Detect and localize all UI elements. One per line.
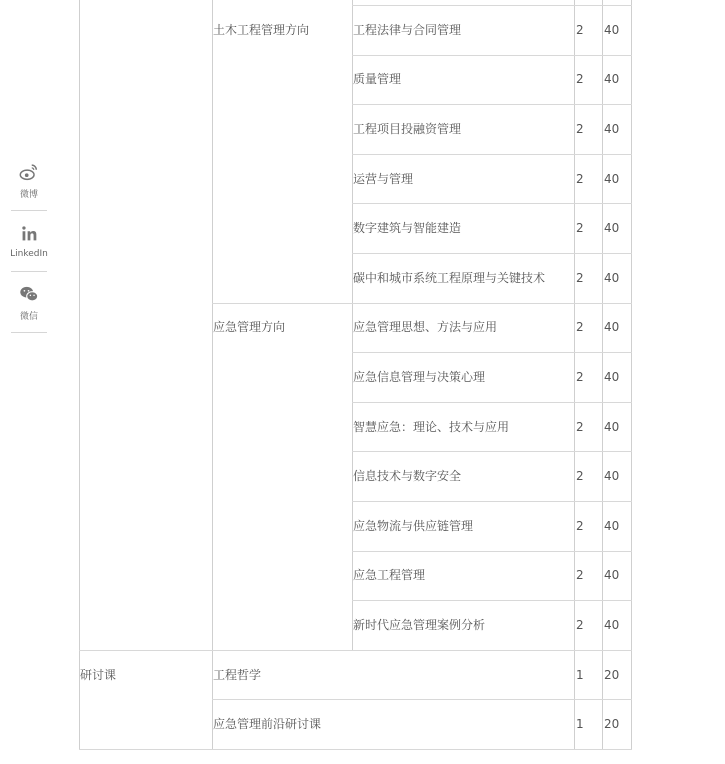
share-wechat[interactable] xyxy=(11,272,47,333)
course-name: 工程项目投融资管理 xyxy=(353,122,462,136)
row-divider xyxy=(352,451,632,452)
course-hours: 40 xyxy=(604,320,620,335)
course-name: 碳中和城市系统工程原理与关键技术 xyxy=(353,270,546,285)
row-divider xyxy=(79,650,632,651)
course-name: 工程哲学 xyxy=(213,667,262,682)
row-divider xyxy=(352,501,632,502)
column-divider xyxy=(602,0,603,749)
course-hours: 40 xyxy=(604,171,620,186)
row-divider xyxy=(352,352,632,353)
table-border-right xyxy=(631,0,632,749)
course-name: 数字建筑与智能建造 xyxy=(353,221,462,236)
course-credits: 2 xyxy=(576,568,584,583)
course-name: 质量管理 xyxy=(353,72,402,87)
course-name: 应急管理思想、方法与应用 xyxy=(353,320,498,335)
direction-label: 应急管理方向 xyxy=(213,320,286,335)
row-divider xyxy=(352,154,632,155)
course-hours: 40 xyxy=(604,518,620,533)
course-hours: 40 xyxy=(604,122,620,136)
linkedin-icon xyxy=(18,223,40,245)
course-hours: 40 xyxy=(604,618,620,632)
share-wechat-label: 微信 xyxy=(19,311,38,322)
column-divider xyxy=(574,0,575,749)
share-weibo[interactable] xyxy=(11,150,47,211)
course-name: 应急管理前沿研讨课 xyxy=(213,717,322,732)
row-divider xyxy=(352,203,632,204)
course-hours: 40 xyxy=(604,469,620,484)
course-credits: 2 xyxy=(576,419,584,434)
course-hours: 40 xyxy=(604,221,620,236)
row-divider xyxy=(352,5,632,6)
course-credits: 1 xyxy=(576,667,584,682)
course-credits: 2 xyxy=(576,469,584,484)
row-divider xyxy=(352,402,632,403)
course-credits: 1 xyxy=(576,717,584,732)
row-divider xyxy=(352,55,632,56)
share-linkedin[interactable] xyxy=(11,211,47,272)
share-weibo-label: 微博 xyxy=(19,189,38,200)
course-name: 工程法律与合同管理 xyxy=(353,22,462,37)
course-credits: 2 xyxy=(576,618,584,632)
course-credits: 2 xyxy=(576,171,584,186)
course-hours: 20 xyxy=(604,667,620,682)
table-border-left xyxy=(79,0,80,749)
course-credits: 2 xyxy=(576,221,584,236)
course-hours: 40 xyxy=(604,72,620,87)
course-credits: 2 xyxy=(576,122,584,136)
row-divider xyxy=(352,551,632,552)
category-label: 研讨课 xyxy=(80,667,117,682)
course-credits: 2 xyxy=(576,320,584,335)
course-name: 新时代应急管理案例分析 xyxy=(353,618,486,632)
course-hours: 40 xyxy=(604,568,620,583)
course-name: 运营与管理 xyxy=(353,171,414,186)
course-credits: 2 xyxy=(576,270,584,285)
share-linkedin-label: LinkedIn xyxy=(10,249,48,259)
row-divider xyxy=(352,104,632,105)
course-hours: 20 xyxy=(604,717,620,732)
course-credits: 2 xyxy=(576,370,584,384)
course-hours: 40 xyxy=(604,22,620,37)
course-credits: 2 xyxy=(576,22,584,37)
row-divider xyxy=(212,699,632,700)
course-hours: 40 xyxy=(604,370,620,384)
course-name: 智慧应急：理论、技术与应用 xyxy=(353,419,510,434)
row-divider xyxy=(352,253,632,254)
course-hours: 40 xyxy=(604,270,620,285)
course-credits: 2 xyxy=(576,518,584,533)
course-name: 应急工程管理 xyxy=(353,568,426,583)
course-credits: 2 xyxy=(576,72,584,87)
row-divider xyxy=(212,303,632,304)
course-name: 应急信息管理与决策心理 xyxy=(353,370,486,384)
column-divider xyxy=(212,0,213,749)
course-name: 信息技术与数字安全 xyxy=(353,469,462,484)
share-sidebar xyxy=(11,150,47,333)
weibo-icon xyxy=(18,161,40,183)
table-border-bottom xyxy=(79,749,632,750)
direction-label: 土木工程管理方向 xyxy=(213,22,310,37)
course-hours: 40 xyxy=(604,419,620,434)
row-divider xyxy=(352,600,632,601)
course-name: 应急物流与供应链管理 xyxy=(353,518,474,533)
wechat-icon xyxy=(18,283,40,305)
